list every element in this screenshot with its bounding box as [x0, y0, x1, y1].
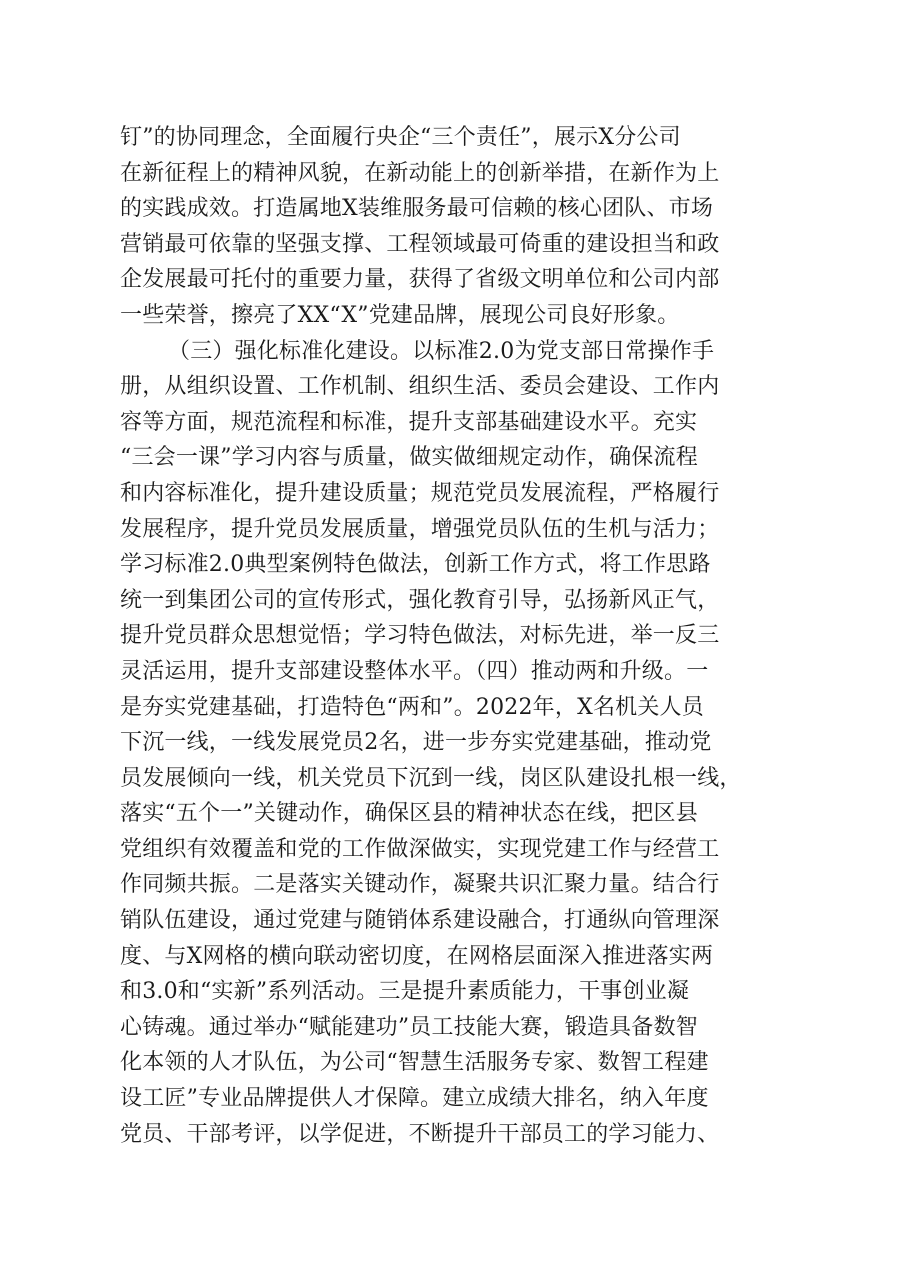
text-line: 度、与X网格的横向联动密切度，在网格层面深入推进落实两 — [120, 943, 714, 969]
text-line: 容等方面，规范流程和标准，提升支部基础建设水平。充实 — [120, 409, 698, 435]
text-line: 设工匠”专业品牌提供人才保障。建立成绩大排名，纳入年度 — [120, 1086, 709, 1112]
text-line: 企发展最可托付的重要力量，获得了省级文明单位和公司内部 — [120, 267, 720, 293]
text-line: 员发展倾向一线，机关党员下沉到一线，岗区队建设扎根一线， — [120, 765, 742, 791]
text-line: 学习标准2.0典型案例特色做法，创新工作方式，将工作思路 — [120, 552, 711, 578]
text-line: 党员、干部考评，以学促进，不断提升干部员工的学习能力、 — [120, 1121, 720, 1147]
text-line: 营销最可依靠的坚强支撑、工程领域最可倚重的建设担当和政 — [120, 231, 720, 257]
text-line: 心铸魂。通过举办“赋能建功”员工技能大赛，锻造具备数智 — [120, 1014, 698, 1040]
text-line: 灵活运用，提升支部建设整体水平。（四）推动两和升级。一 — [120, 658, 709, 684]
text-line: 化本领的人才队伍，为公司“智慧生活服务专家、数智工程建 — [120, 1050, 709, 1076]
text-line: “三会一课”学习内容与质量，做实做细规定动作，确保流程 — [120, 445, 698, 471]
text-line: 和内容标准化，提升建设质量；规范党员发展流程，严格履行 — [120, 480, 720, 506]
text-line: 和3.0和“实新”系列活动。三是提升素质能力，干事创业凝 — [120, 979, 690, 1005]
text-line: 钉”的协同理念，全面履行央企“三个责任”，展示X分公司 — [120, 125, 681, 150]
text-line: 作同频共振。二是落实关键动作，凝聚共识汇聚力量。结合行 — [120, 872, 720, 898]
text-line: 的实践成效。打造属地X装维服务最可信赖的核心团队、市场 — [120, 196, 714, 222]
text-line: 统一到集团公司的宣传形式，强化教育引导，弘扬新风正气， — [120, 587, 720, 613]
text-line: 册，从组织设置、工作机制、组织生活、委员会建设、工作内 — [120, 374, 720, 400]
text-line: 下沉一线，一线发展党员2名，进一步夯实党建基础，推动党 — [120, 730, 712, 756]
text-line: 销队伍建设，通过党建与随销体系建设融合，打通纵向管理深 — [120, 908, 720, 934]
text-line: 是夯实党建基础，打造特色“两和”。2022年，X名机关人员 — [120, 694, 704, 720]
text-line: 党组织有效覆盖和党的工作做深做实，实现党建工作与经营工 — [120, 836, 720, 862]
text-line: 在新征程上的精神风貌，在新动能上的创新举措，在新作为上 — [120, 160, 720, 186]
text-line: 一些荣誉，擦亮了XX“X”党建品牌，展现公司良好形象。 — [120, 302, 680, 328]
text-line: 落实“五个一”关键动作，确保区县的精神状态在线，把区县 — [120, 801, 698, 827]
body-text — [120, 120, 800, 1152]
section-heading-line: （三）强化标准化建设。以标准2.0为党支部日常操作手 — [168, 338, 715, 364]
text-line: 发展程序，提升党员发展质量，增强党员队伍的生机与活力； — [120, 516, 720, 542]
text-line: 提升党员群众思想觉悟；学习特色做法，对标先进，举一反三 — [120, 623, 720, 649]
